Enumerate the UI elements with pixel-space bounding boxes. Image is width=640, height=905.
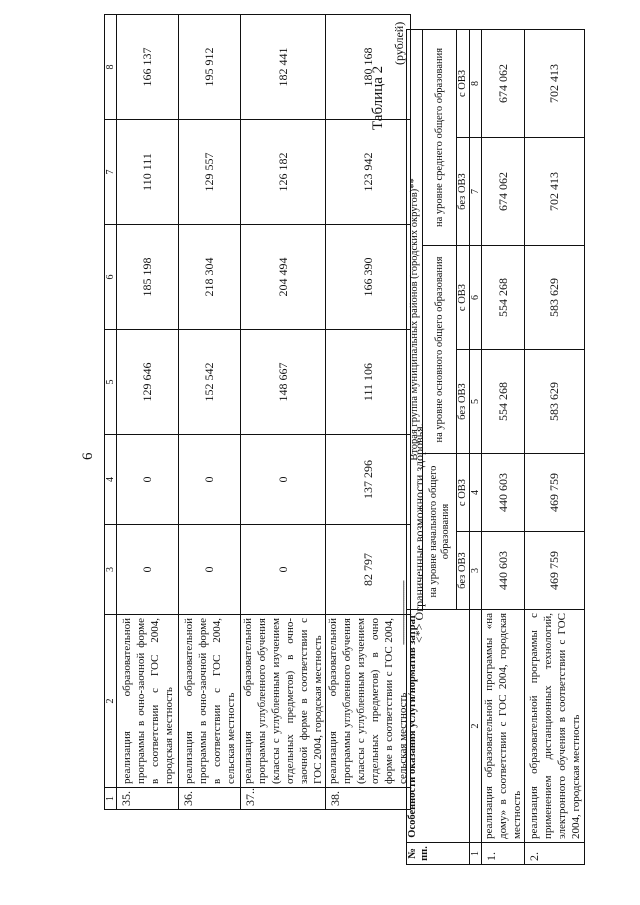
header-level-secondary: на уровне среднего общего образования <box>423 29 457 245</box>
col-number: 4 <box>105 435 117 525</box>
cell-value: 152 542 <box>179 330 241 435</box>
cell-value: 0 <box>179 435 241 525</box>
cell-value: 180 168 <box>326 15 411 120</box>
col-number: 6 <box>470 246 482 350</box>
cell-value: 166 137 <box>117 15 179 120</box>
table-2-unit: (рублей) <box>392 21 406 65</box>
cell-value: 0 <box>117 435 179 525</box>
row-description: реализация образовательной программы «на дому» в соответствии с ГОС 2004, городская местность <box>482 610 525 843</box>
table-row <box>525 29 585 864</box>
header-without-ovz: без ОВЗ <box>457 350 470 454</box>
table-row <box>241 15 326 810</box>
col-number: 5 <box>470 350 482 454</box>
cell-value: 702 413 <box>525 138 585 246</box>
header-feature: Особенности оказания услуги/норматив затрат <box>407 610 470 843</box>
cell-value: 204 494 <box>241 225 326 330</box>
col-number: 3 <box>105 525 117 615</box>
table-1 <box>104 14 411 810</box>
cell-value: 0 <box>179 525 241 615</box>
cell-value: 111 106 <box>326 330 411 435</box>
cell-value: 0 <box>117 525 179 615</box>
col-number: 1 <box>470 843 482 865</box>
col-number: 5 <box>105 330 117 435</box>
table-row <box>326 15 411 810</box>
table-2-title: Таблица 2 <box>370 65 386 130</box>
table-row <box>179 15 241 810</box>
cell-value: 469 759 <box>525 532 585 610</box>
cell-value: 440 603 <box>482 454 525 532</box>
header-group: Вторая группа муниципальных районов (городских округов)** <box>407 29 423 609</box>
col-number: 7 <box>470 138 482 246</box>
col-number: 2 <box>470 610 482 843</box>
cell-value: 469 759 <box>525 454 585 532</box>
cell-value: 82 797 <box>326 525 411 615</box>
cell-value: 0 <box>241 435 326 525</box>
row-number: 35. <box>117 788 179 810</box>
header-without-ovz: без ОВЗ <box>457 532 470 610</box>
row-description: реализация образовательной программы в очно-заочной форме в соответствии с ГОС 2004, сельская местность <box>179 615 241 788</box>
col-number: 7 <box>105 120 117 225</box>
cell-value: 195 912 <box>179 15 241 120</box>
cell-value: 129 557 <box>179 120 241 225</box>
row-number: 2. <box>525 843 585 865</box>
cell-value: 137 296 <box>326 435 411 525</box>
table-2-header-row <box>407 29 423 864</box>
cell-value: 702 413 <box>525 29 585 137</box>
col-number: 3 <box>470 532 482 610</box>
row-description: реализация образовательной программы с применением дистанционных технологий, электронного обучения в соответствии с ГОС 2004, городская местность <box>525 610 585 843</box>
table-2-column-numbers <box>470 29 482 864</box>
cell-value: 182 441 <box>241 15 326 120</box>
header-with-ovz: с ОВЗ <box>457 454 470 532</box>
cell-value: 583 629 <box>525 350 585 454</box>
footnote: <*> Ограниченные возможности здоровья. <box>412 423 426 643</box>
cell-value: 218 304 <box>179 225 241 330</box>
page-number: 6 <box>80 452 96 460</box>
header-without-ovz: без ОВЗ <box>457 138 470 246</box>
col-number: 8 <box>105 15 117 120</box>
col-number: 6 <box>105 225 117 330</box>
cell-value: 166 390 <box>326 225 411 330</box>
row-number: 36. <box>179 788 241 810</box>
header-level-basic: на уровне основного общего образования <box>423 246 457 454</box>
cell-value: 674 062 <box>482 138 525 246</box>
cell-value: 129 646 <box>117 330 179 435</box>
cell-value: 583 629 <box>525 246 585 350</box>
cell-value: 674 062 <box>482 29 525 137</box>
cell-value: 0 <box>241 525 326 615</box>
table-row <box>117 15 179 810</box>
row-description: реализация образовательной программы углубленного обучения (классы с углубленным изучением отдельных предметов) в очно форме в соответствии с ГОС 2004, сельская местность <box>326 615 411 788</box>
col-number: 4 <box>470 454 482 532</box>
header-with-ovz: с ОВЗ <box>457 246 470 350</box>
cell-value: 554 268 <box>482 350 525 454</box>
cell-value: 123 942 <box>326 120 411 225</box>
row-number: 37.. <box>241 788 326 810</box>
table-2 <box>406 29 585 865</box>
cell-value: 554 268 <box>482 246 525 350</box>
cell-value: 440 603 <box>482 532 525 610</box>
row-number: 1. <box>482 843 525 865</box>
table-row <box>482 29 525 864</box>
footnote-rule: -------------------------------- <box>398 581 408 645</box>
header-with-ovz: с ОВЗ <box>457 29 470 137</box>
row-description: реализация образовательной программы углубленного обучения (классы с углубленным изучением отдельных предметов) в очно-заочной форме в соответствии с ГОС 2004, городская местность <box>241 615 326 788</box>
col-number: 1 <box>105 788 117 810</box>
cell-value: 110 111 <box>117 120 179 225</box>
row-number: 38. <box>326 788 411 810</box>
table-1-column-numbers <box>105 15 117 810</box>
header-level-primary: на уровне начального общего образования <box>423 454 457 610</box>
cell-value: 185 198 <box>117 225 179 330</box>
header-no: № пп. <box>407 843 470 865</box>
cell-value: 148 667 <box>241 330 326 435</box>
cell-value: 126 182 <box>241 120 326 225</box>
col-number: 8 <box>470 29 482 137</box>
col-number: 2 <box>105 615 117 788</box>
row-description: реализация образовательной программы в очно-заочной форме в соответствии с ГОС 2004, городская местность <box>117 615 179 788</box>
